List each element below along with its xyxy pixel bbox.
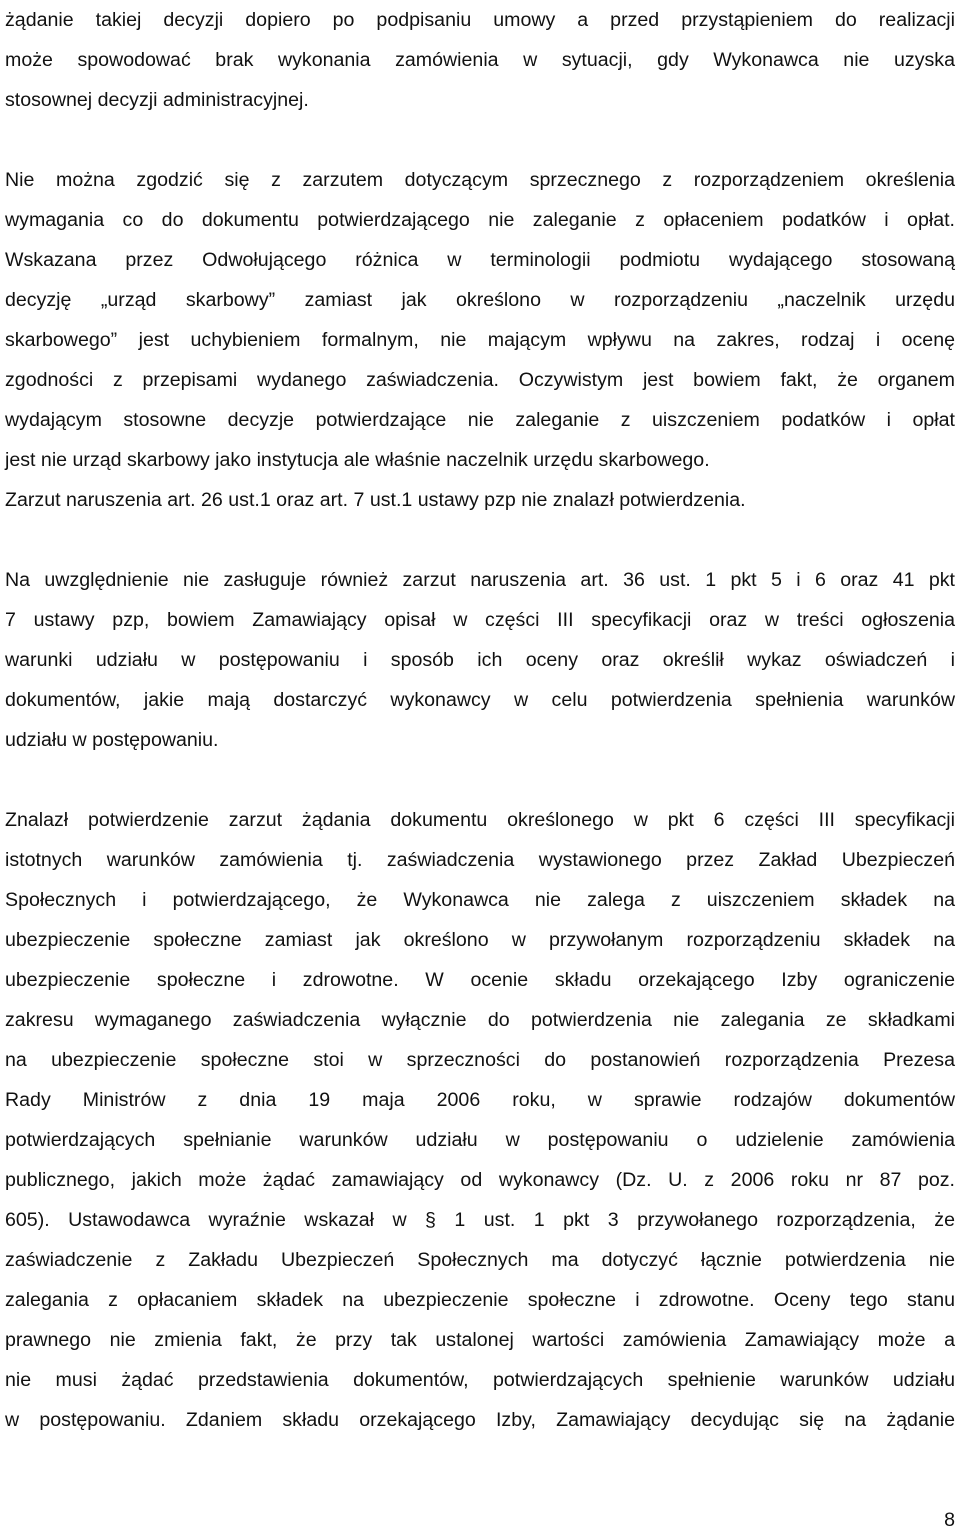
paragraph-gap <box>5 520 955 560</box>
text-line: Rady Ministrów z dnia 19 maja 2006 roku, w sprawie rodzajów dokumentów <box>5 1089 955 1111</box>
document-page <box>5 0 955 1440</box>
paragraph-gap <box>5 760 955 800</box>
text-line: prawnego nie zmienia fakt, że przy tak ustalonej wartości zamówienia Zamawiający może a <box>5 1329 955 1351</box>
text-line: 7 ustawy pzp, bowiem Zamawiający opisał w części III specyfikacji oraz w treści ogłoszenia <box>5 609 955 631</box>
text-line: istotnych warunków zamówienia tj. zaświadczenia wystawionego przez Zakład Ubezpieczeń <box>5 849 955 871</box>
document-body <box>5 0 955 1440</box>
paragraph <box>5 560 955 760</box>
text-line: skarbowego” jest uchybieniem formalnym, nie mającym wpływu na zakres, rodzaj i ocenę <box>5 329 955 351</box>
text-line: zakresu wymaganego zaświadczenia wyłącznie do potwierdzenia nie zalegania ze składkami <box>5 1009 955 1031</box>
text-line: ubezpieczenie społeczne i zdrowotne. W ocenie składu orzekającego Izby ograniczenie <box>5 969 955 991</box>
text-line: może spowodować brak wykonania zamówienia w sytuacji, gdy Wykonawca nie uzyska <box>5 49 955 71</box>
text-line: dokumentów, jakie mają dostarczyć wykonawcy w celu potwierdzenia spełnienia warunków <box>5 689 955 711</box>
text-line: Społecznych i potwierdzającego, że Wykonawca nie zalega z uiszczeniem składek na <box>5 889 955 911</box>
text-line: publicznego, jakich może żądać zamawiający od wykonawcy (Dz. U. z 2006 roku nr 87 poz. <box>5 1169 955 1191</box>
text-line: ubezpieczenie społeczne zamiast jak określono w przywołanym rozporządzeniu składek na <box>5 929 955 951</box>
text-line: decyzję „urząd skarbowy” zamiast jak określono w rozporządzeniu „naczelnik urzędu <box>5 289 955 311</box>
text-line: jest nie urząd skarbowy jako instytucja ale właśnie naczelnik urzędu skarbowego. <box>5 449 710 471</box>
text-line: potwierdzających spełnianie warunków udziału w postępowaniu o udzielenie zamówienia <box>5 1129 955 1151</box>
text-line: wydającym stosowne decyzje potwierdzające nie zaleganie z uiszczeniem podatków i opłat <box>5 409 955 431</box>
text-line: Nie można zgodzić się z zarzutem dotyczącym sprzecznego z rozporządzeniem określenia <box>5 169 955 191</box>
paragraph <box>5 160 955 520</box>
text-line: nie musi żądać przedstawienia dokumentów, potwierdzających spełnienie warunków udziału <box>5 1369 955 1391</box>
text-line: 605). Ustawodawca wyraźnie wskazał w § 1 ust. 1 pkt 3 przywołanego rozporządzenia, że <box>5 1209 955 1231</box>
text-line: na ubezpieczenie społeczne stoi w sprzeczności do postanowień rozporządzenia Prezesa <box>5 1049 955 1071</box>
paragraph-gap <box>5 120 955 160</box>
text-line: w postępowaniu. Zdaniem składu orzekającego Izby, Zamawiający decydując się na żądanie <box>5 1409 955 1431</box>
text-line: zaświadczenie z Zakładu Ubezpieczeń Społecznych ma dotyczyć łącznie potwierdzenia nie <box>5 1249 955 1271</box>
page-number: 8 <box>944 1509 955 1531</box>
text-line: Znalazł potwierdzenie zarzut żądania dokumentu określonego w pkt 6 części III specyfikacji <box>5 809 955 831</box>
text-line: Na uwzględnienie nie zasługuje również zarzut naruszenia art. 36 ust. 1 pkt 5 i 6 oraz 41 pkt <box>5 569 955 591</box>
text-line: udziału w postępowaniu. <box>5 729 219 751</box>
text-line: zalegania z opłacaniem składek na ubezpieczenie społeczne i zdrowotne. Oceny tego stanu <box>5 1289 955 1311</box>
text-line: wymagania co do dokumentu potwierdzającego nie zaleganie z opłaceniem podatków i opłat. <box>5 209 955 231</box>
text-line: warunki udziału w postępowaniu i sposób ich oceny oraz określił wykaz oświadczeń i <box>5 649 955 671</box>
text-line: żądanie takiej decyzji dopiero po podpisaniu umowy a przed przystąpieniem do realizacji <box>5 9 955 31</box>
text-line: stosownej decyzji administracyjnej. <box>5 89 309 111</box>
text-line: zgodności z przepisami wydanego zaświadczenia. Oczywistym jest bowiem fakt, że organem <box>5 369 955 391</box>
text-line: Wskazana przez Odwołującego różnica w terminologii podmiotu wydającego stosowaną <box>5 249 955 271</box>
text-line: Zarzut naruszenia art. 26 ust.1 oraz art. 7 ust.1 ustawy pzp nie znalazł potwierdzenia. <box>5 489 746 511</box>
paragraph <box>5 800 955 1440</box>
paragraph <box>5 0 955 120</box>
